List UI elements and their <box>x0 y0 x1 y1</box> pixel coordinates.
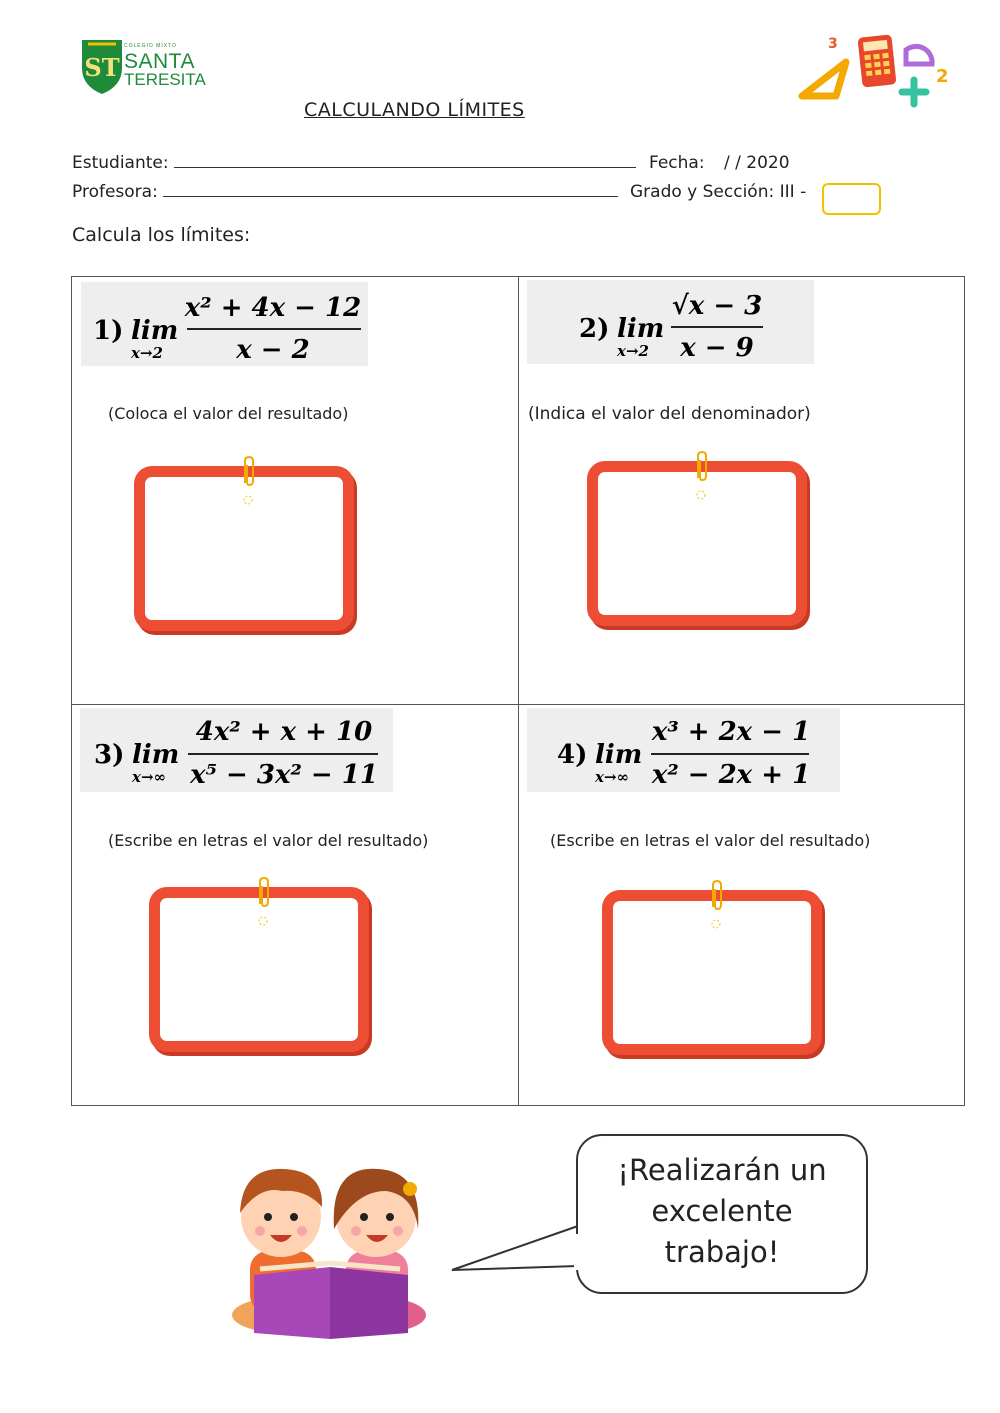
speech-bubble-tail <box>450 1222 590 1278</box>
problem-2-note: (Indica el valor del denominador) <box>528 404 811 424</box>
grade-row <box>630 182 806 202</box>
teacher-label: Profesora: <box>72 182 158 202</box>
problem-4-note: (Escribe en letras el valor del resultado) <box>550 831 871 850</box>
grid-divider-vertical <box>518 276 519 1106</box>
problem-3-denominator: x⁵ − 3x² − 11 <box>190 760 378 790</box>
problem-2-numerator: √x − 3 <box>671 291 763 321</box>
problem-2-number: 2) <box>579 314 610 344</box>
problem-1-numerator: x² + 4x − 12 <box>184 293 362 323</box>
instructions: Calcula los límites: <box>72 224 251 246</box>
paperclip-icon <box>706 879 726 935</box>
bubble-line-1: ¡Realizarán un <box>617 1153 827 1187</box>
svg-text:3: 3 <box>828 36 838 52</box>
bubble-line-3: trabajo! <box>664 1235 780 1269</box>
problem-1-lim: lim <box>131 316 179 346</box>
school-name-line1: SANTA <box>124 50 195 73</box>
kids-reading-illustration <box>226 1155 436 1345</box>
svg-text:2: 2 <box>936 66 949 87</box>
grade-label: Grado y Sección: <box>630 182 775 202</box>
speech-bubble-text <box>586 1150 858 1273</box>
date-value[interactable]: / / 2020 <box>723 153 790 173</box>
date-row <box>649 153 790 173</box>
grade-value: III - <box>779 182 807 202</box>
problem-1-denominator: x − 2 <box>236 335 310 365</box>
problem-2-denominator: x − 9 <box>680 333 754 363</box>
grid-divider-horizontal <box>71 704 965 705</box>
paperclip-icon <box>691 450 711 506</box>
problem-4-sub: x→∞ <box>595 768 630 786</box>
teacher-row <box>72 182 618 202</box>
teacher-input[interactable] <box>163 182 618 197</box>
paperclip-icon <box>253 876 273 932</box>
problem-1-number: 1) <box>93 316 124 346</box>
problem-3-numerator: 4x² + x + 10 <box>195 717 373 747</box>
problem-4-numerator: x³ + 2x − 1 <box>651 717 811 747</box>
problem-2-sub: x→2 <box>617 342 649 360</box>
student-input[interactable] <box>174 153 636 168</box>
student-label: Estudiante: <box>72 153 169 173</box>
page-title: CALCULANDO LÍMITES <box>304 99 525 121</box>
school-subtitle: COLEGIO MIXTO <box>124 43 177 49</box>
problem-4-lim: lim <box>595 740 643 770</box>
problem-1-note: (Coloca el valor del resultado) <box>108 404 349 423</box>
problem-4-denominator: x² − 2x + 1 <box>651 760 811 790</box>
student-row <box>72 153 636 173</box>
date-label: Fecha: <box>649 153 705 173</box>
problem-2-lim: lim <box>617 314 665 344</box>
problem-1-equation <box>81 282 368 366</box>
math-tools-icon <box>796 32 956 108</box>
bubble-line-2: excelente <box>651 1194 793 1228</box>
section-input[interactable] <box>822 183 881 215</box>
problem-3-equation <box>80 708 393 792</box>
speech-bubble-join <box>574 1234 580 1270</box>
problem-3-note: (Escribe en letras el valor del resultado) <box>108 831 429 850</box>
problem-3-lim: lim <box>132 740 180 770</box>
paperclip-icon <box>238 455 258 511</box>
problem-4-equation <box>527 708 840 792</box>
problem-3-sub: x→∞ <box>132 768 167 786</box>
problem-1-sub: x→2 <box>131 344 163 362</box>
problem-2-equation <box>527 280 814 364</box>
school-name <box>124 52 206 88</box>
school-name-line2: TERESITA <box>124 69 206 89</box>
problem-4-number: 4) <box>557 740 588 770</box>
logo-initials: ST <box>84 53 120 82</box>
problem-3-number: 3) <box>94 740 125 770</box>
